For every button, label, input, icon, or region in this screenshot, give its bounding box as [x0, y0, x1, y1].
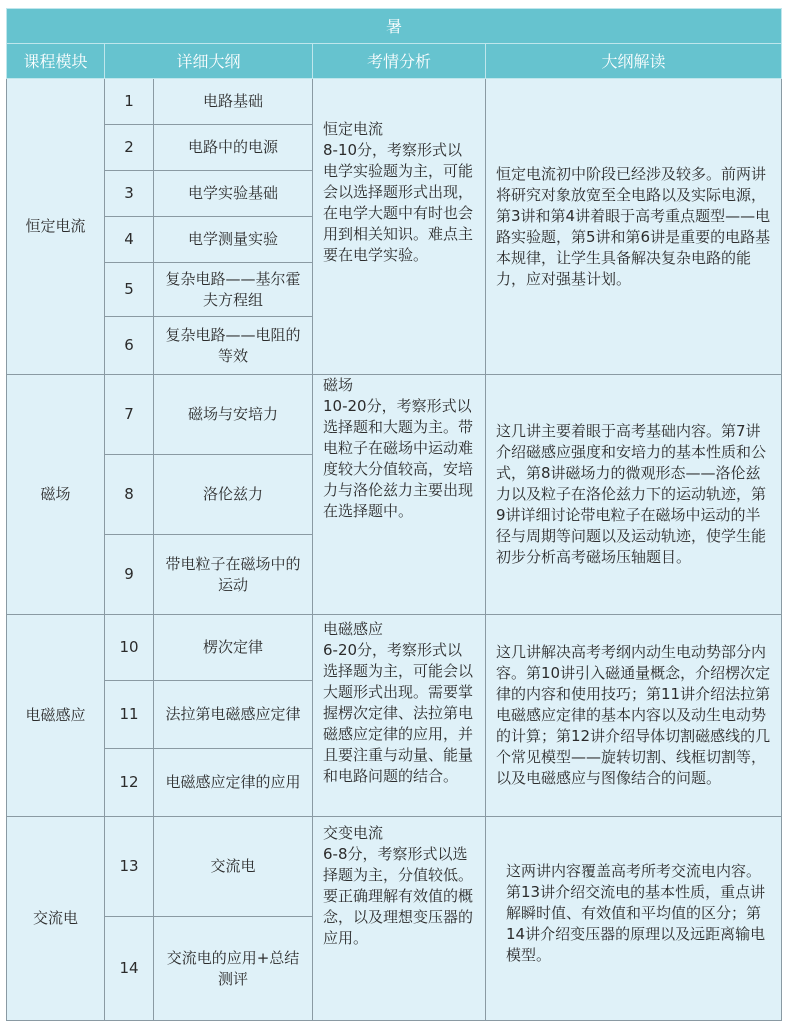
- lesson-number: 10: [105, 615, 154, 681]
- header-module: 课程模块: [7, 44, 105, 79]
- analysis-text: 交变电流 6-8分，考察形式以选择题为主，分值较低。要正确理解有效值的概念，以及理想变压器的应用。: [323, 824, 474, 947]
- lesson-title: 带电粒子在磁场中的运动: [154, 535, 313, 615]
- lesson-title: 电学实验基础: [154, 171, 313, 217]
- interpretation-text: 恒定电流初中阶段已经涉及较多。前两讲将研究对象放宽至全电路以及实际电源，第3讲和第4讲着眼于高考重点题型——电路实验题，第5讲和第6讲是重要的电路基本规律，让学生具备解决复杂电路的能力，应对强基计划。: [496, 164, 771, 288]
- module-name: 磁场: [7, 375, 105, 615]
- lesson-title: 磁场与安培力: [154, 375, 313, 455]
- lesson-title: 洛伦兹力: [154, 455, 313, 535]
- lesson-title: 电路中的电源: [154, 125, 313, 171]
- lesson-number: 1: [105, 79, 154, 125]
- lesson-number: 5: [105, 263, 154, 317]
- header-analysis: 考情分析: [313, 44, 486, 79]
- lesson-title: 交流电: [154, 817, 313, 917]
- lesson-title: 楞次定律: [154, 615, 313, 681]
- lesson-title: 电磁感应定律的应用: [154, 749, 313, 817]
- analysis-text: 恒定电流 8-10分，考察形式以电学实验题为主，可能会以选择题形式出现，在电学大题中有时也会用到相关知识。难点主要在电学实验。: [323, 120, 474, 264]
- interpretation-text: 这几讲主要着眼于高考基础内容。第7讲介绍磁感应强度和安培力的基本性质和公式，第8讲磁场力的微观形态——洛伦兹力以及粒子在洛伦兹力下的运动轨迹，第9讲详细讨论带电粒子在磁场中运动的半径与周期等问题以及运动轨迹，使学生能初步分析高考磁场压轴题目。: [496, 422, 767, 566]
- module-name: 电磁感应: [7, 615, 105, 817]
- lesson-number: 3: [105, 171, 154, 217]
- table-title: 暑: [7, 9, 782, 44]
- lesson-title: 电学测量实验: [154, 217, 313, 263]
- header-outline: 详细大纲: [105, 44, 313, 79]
- lesson-title: 复杂电路——电阻的等效: [154, 317, 313, 375]
- analysis-text: 电磁感应 6-20分，考察形式以选择题为主，可能会以大题形式出现。需要掌握楞次定律、法拉第电磁感应定律的应用，并且要注重与动量、能量和电路问题的结合。: [323, 620, 474, 785]
- lesson-number: 8: [105, 455, 154, 535]
- lesson-number: 4: [105, 217, 154, 263]
- lesson-number: 6: [105, 317, 154, 375]
- lesson-number: 2: [105, 125, 154, 171]
- module-name: 交流电: [7, 817, 105, 1021]
- lesson-title: 法拉第电磁感应定律: [154, 681, 313, 749]
- lesson-number: 13: [105, 817, 154, 917]
- module-name: 恒定电流: [7, 79, 105, 375]
- syllabus-table: [6, 8, 782, 1021]
- syllabus-table-frame: [6, 8, 781, 1020]
- lesson-number: 11: [105, 681, 154, 749]
- lesson-title: 电路基础: [154, 79, 313, 125]
- header-interpretation: 大纲解读: [486, 44, 782, 79]
- analysis-text: 磁场 10-20分，考察形式以选择题和大题为主。带电粒子在磁场中运动难度较大分值较高，安培力与洛伦兹力主要出现在选择题中。: [323, 376, 474, 520]
- lesson-number: 7: [105, 375, 154, 455]
- interpretation-text: 这几讲解决高考考纲内动生电动势部分内容。第10讲引入磁通量概念，介绍楞次定律的内容和使用技巧；第11讲介绍法拉第电磁感应定律的基本内容以及动生电动势的计算；第12讲介绍导体切割磁感线的几个常见模型——旋转切割、线框切割等，以及电磁感应与图像结合的问题。: [496, 643, 771, 787]
- interpretation-text: 这两讲内容覆盖高考所考交流电内容。第13讲介绍交流电的基本性质，重点讲解瞬时值、有效值和平均值的区分；第14讲介绍变压器的原理以及远距离输电模型。: [506, 862, 766, 964]
- lesson-title: 复杂电路——基尔霍夫方程组: [154, 263, 313, 317]
- lesson-title: 交流电的应用+总结测评: [154, 917, 313, 1021]
- lesson-number: 14: [105, 917, 154, 1021]
- lesson-number: 9: [105, 535, 154, 615]
- lesson-number: 12: [105, 749, 154, 817]
